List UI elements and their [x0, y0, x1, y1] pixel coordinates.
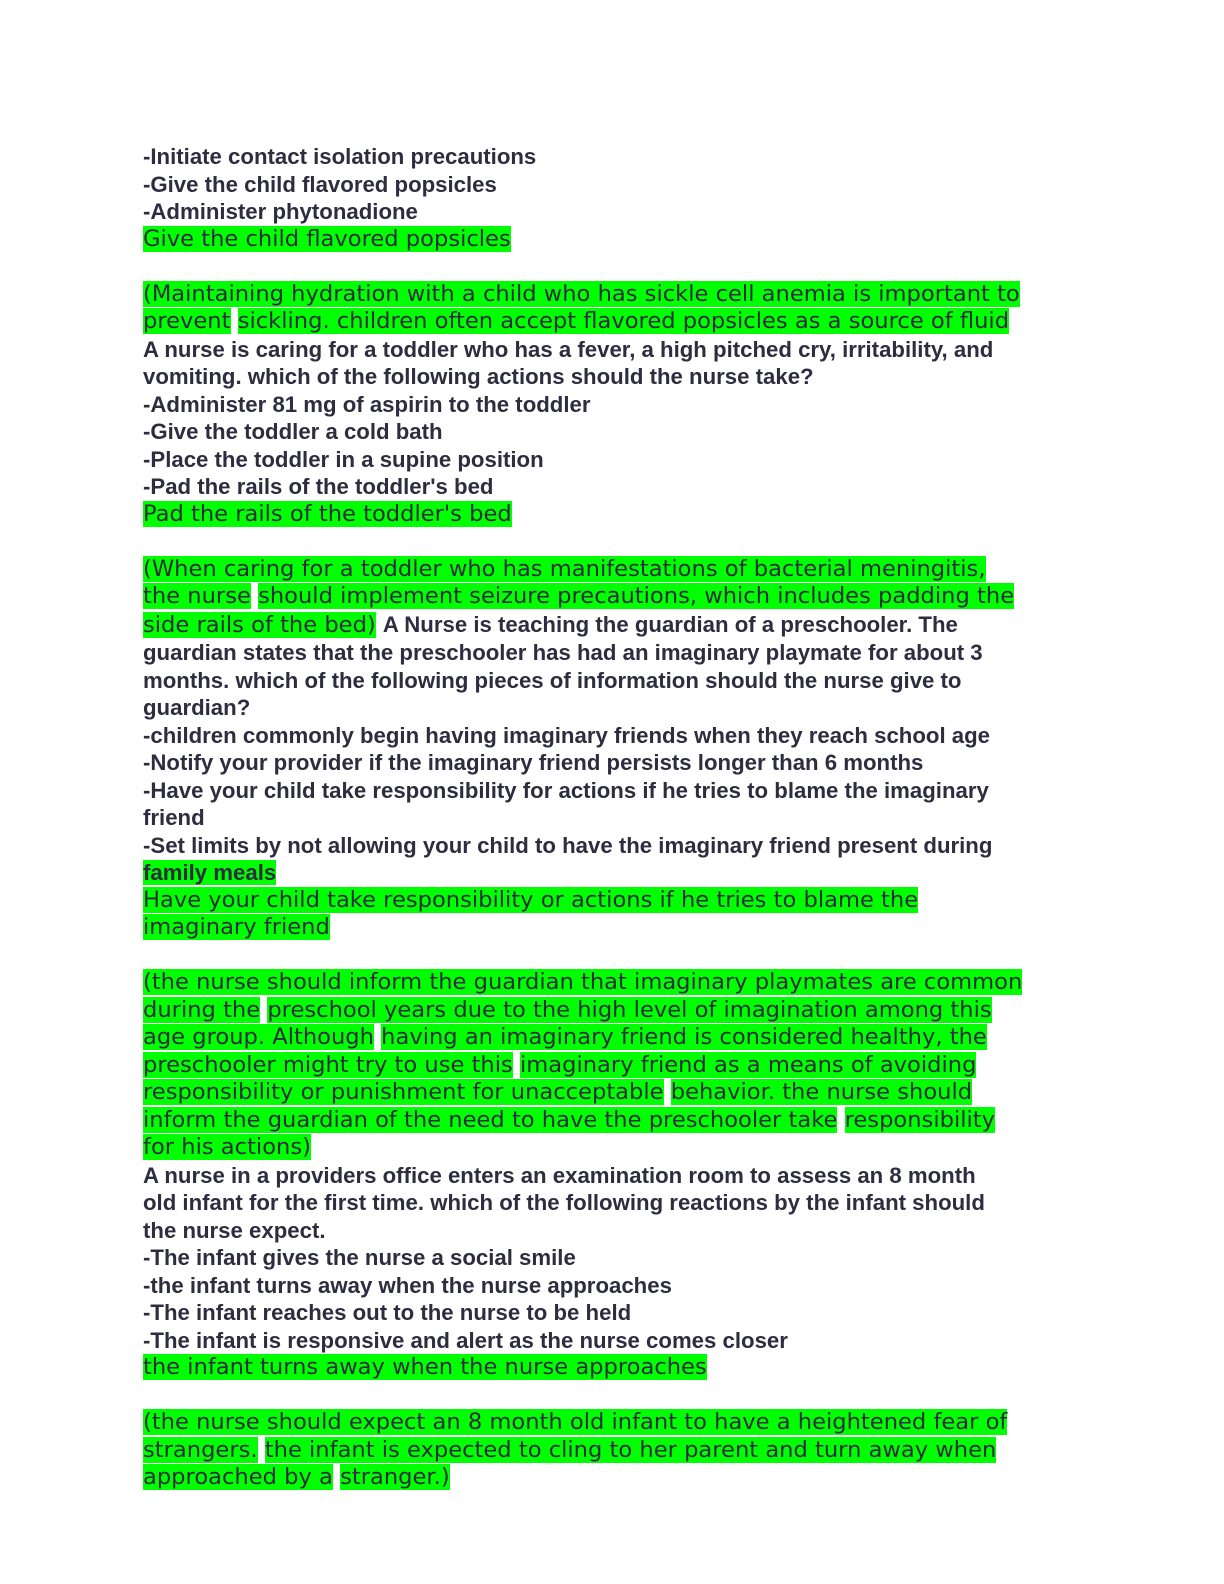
q3-rationale-line-2a: during the: [143, 996, 261, 1023]
q2-rationale-line-2a: the nurse: [143, 583, 251, 609]
q4-option-3: -The infant reaches out to the nurse to be held: [143, 1300, 632, 1325]
q3-rationale-line-4b: imaginary friend as a means of avoiding: [519, 1051, 977, 1078]
q2-rationale: [143, 556, 1073, 640]
q3-rationale-line-5b: behavior. the nurse should: [670, 1079, 973, 1105]
q4-answer-text: the infant turns away when the nurse approaches: [143, 1354, 707, 1380]
q1-option-2: -Give the child flavored popsicles: [143, 171, 497, 197]
q3-answer-line-1: Have your child take responsibility or actions if he tries to blame the: [143, 886, 919, 913]
spacer: [143, 253, 1073, 281]
q2-question-line-2: vomiting. which of the following actions should the nurse take?: [143, 364, 814, 389]
q4-rationale-line-3b: stranger.): [340, 1464, 450, 1490]
q3-option-4-highlight: family meals: [143, 860, 277, 885]
q1-option-1: -Initiate contact isolation precautions: [143, 144, 537, 169]
q3-question-line-3: months. which of the following pieces of information should the nurse give to: [143, 667, 962, 693]
q3-rationale-line-7: for his actions): [143, 1134, 311, 1160]
q3-rationale-line-1: (the nurse should inform the guardian that imaginary playmates are common: [143, 969, 1023, 995]
q3-rationale-line-3a: age group. Although: [143, 1024, 374, 1050]
q1-rationale: [143, 281, 1073, 336]
q4-option-4: -The infant is responsive and alert as the nurse comes closer: [143, 1327, 788, 1353]
q4-question-line-1: A nurse in a providers office enters an examination room to assess an 8 month: [143, 1162, 976, 1188]
q3-rationale-line-4a: preschooler might try to use this: [143, 1051, 513, 1078]
q3-rationale-line-2b: preschool years due to the high level of imagination among this: [267, 996, 992, 1023]
q3-option-3-cont: friend: [143, 805, 205, 830]
q4-rationale: [143, 1409, 1073, 1492]
q2-rationale-line-3: side rails of the bed): [143, 611, 376, 638]
q3-question-line-2: guardian states that the preschooler has had an imaginary playmate for about 3: [143, 640, 983, 665]
q3-option-2: -Notify your provider if the imaginary friend persists longer than 6 months: [143, 750, 924, 775]
q4-question-line-3: the nurse expect.: [143, 1217, 326, 1243]
spacer: [143, 1382, 1073, 1410]
q3-rationale-line-5a: responsibility or punishment for unacceptable: [143, 1079, 664, 1105]
q4-rationale-line-3a: approached by a: [143, 1464, 333, 1490]
q4-question-line-2: old infant for the first time. which of the following reactions by the infant should: [143, 1190, 985, 1215]
q2-option-3: -Place the toddler in a supine position: [143, 446, 544, 472]
q3-option-1: -children commonly begin having imaginary friends when they reach school age: [143, 722, 991, 748]
q2-option-4: -Pad the rails of the toddler's bed: [143, 474, 494, 499]
q2-option-2: -Give the toddler a cold bath: [143, 419, 443, 444]
q2-answer: [143, 501, 1073, 529]
q2-rationale-line-1: (When caring for a toddler who has manifestations of bacterial meningitis,: [143, 555, 986, 582]
q1-answer-text: Give the child flavored popsicles: [143, 225, 511, 252]
q3-question-line-1: A Nurse is teaching the guardian of a preschooler. The: [382, 611, 958, 637]
q2-question-line-1: A nurse is caring for a toddler who has a fever, a high pitched cry, irritability, and: [143, 336, 994, 362]
q2-answer-text: Pad the rails of the toddler's bed: [143, 500, 512, 527]
q1-rationale-line-1: (Maintaining hydration with a child who has sickle cell anemia is important to: [143, 280, 1020, 307]
q1-answer: [143, 226, 1073, 254]
q3-answer-line-2: imaginary friend: [143, 914, 330, 940]
spacer: [143, 528, 1073, 556]
q1-rationale-line-2b: sickling. children often accept flavored popsicles as a source of fluid: [237, 308, 1010, 334]
q4-rationale-line-2a: strangers.: [143, 1436, 258, 1463]
q4-option-1: -The infant gives the nurse a social smile: [143, 1245, 576, 1270]
q1-option-3: -Administer phytonadione: [143, 199, 418, 224]
q3-answer: [143, 887, 1073, 942]
q3-option-4: -Set limits by not allowing your child to have the imaginary friend present during: [143, 832, 993, 858]
q4-rationale-line-1: (the nurse should expect an 8 month old infant to have a heightened fear of: [143, 1409, 1008, 1435]
q3-rationale: [143, 969, 1073, 1162]
q3-question-line-4: guardian?: [143, 695, 251, 720]
q4-rationale-line-2b: the infant is expected to cling to her parent and turn away when: [264, 1436, 997, 1463]
spacer: [143, 942, 1073, 970]
q4-answer: [143, 1354, 1073, 1382]
q3-rationale-line-6a: inform the guardian of the need to have the preschooler take: [143, 1106, 838, 1133]
q3-rationale-line-3b: having an imaginary friend is considered healthy, the: [381, 1024, 987, 1050]
q3-option-4-cont: [143, 859, 1073, 887]
q4-option-2: -the infant turns away when the nurse approaches: [143, 1272, 672, 1298]
document-body: [143, 143, 1073, 1492]
q2-rationale-line-2b: should implement seizure precautions, which includes padding the: [258, 583, 1015, 609]
q2-option-1: -Administer 81 mg of aspirin to the toddler: [143, 391, 591, 417]
q3-rationale-line-6b: responsibility: [844, 1106, 996, 1133]
q3-option-3: -Have your child take responsibility for actions if he tries to blame the imaginary: [143, 777, 989, 803]
q1-rationale-line-2a: prevent: [143, 308, 231, 334]
